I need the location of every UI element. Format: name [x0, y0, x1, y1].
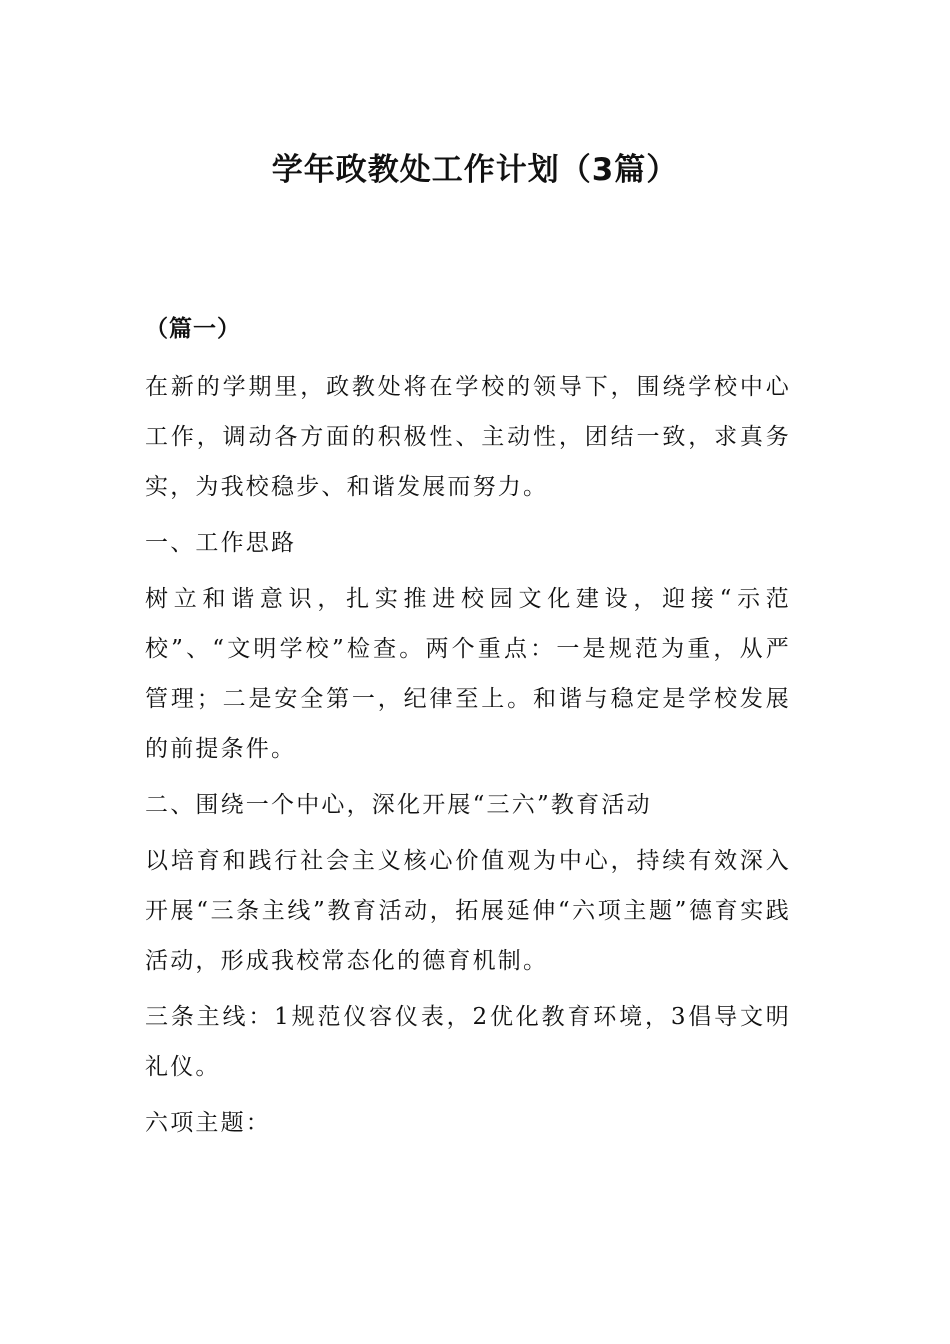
paragraph-three-lines: 三条主线：1规范仪容仪表，2优化教育环境，3倡导文明礼仪。 — [145, 1004, 791, 1080]
paragraph-work-ideas: 树立和谐意识，扎实推进校园文化建设，迎接“示范校”、“文明学校”检查。两个重点：一是规范为重，从严管理；二是安全第一，纪律至上。和谐与稳定是学校发展的前提条件。 — [145, 586, 791, 762]
heading-center: 二、围绕一个中心，深化开展“三六”教育活动 — [145, 792, 652, 818]
paragraph-six-themes: 六项主题： — [145, 1110, 271, 1136]
paragraph-intro: 在新的学期里，政教处将在学校的领导下，围绕学校中心工作，调动各方面的积极性、主动性，团结一致，求真务实，为我校稳步、和谐发展而努力。 — [145, 374, 791, 500]
paragraph-center: 以培育和践行社会主义核心价值观为中心，持续有效深入开展“三条主线”教育活动，拓展延伸“六项主题”德育实践活动，形成我校常态化的德育机制。 — [145, 848, 791, 974]
section-label: （篇一） — [145, 316, 241, 342]
document-body — [145, 308, 791, 1154]
document-title: 学年政教处工作计划（3篇） — [271, 152, 679, 188]
heading-work-ideas: 一、工作思路 — [145, 530, 297, 556]
